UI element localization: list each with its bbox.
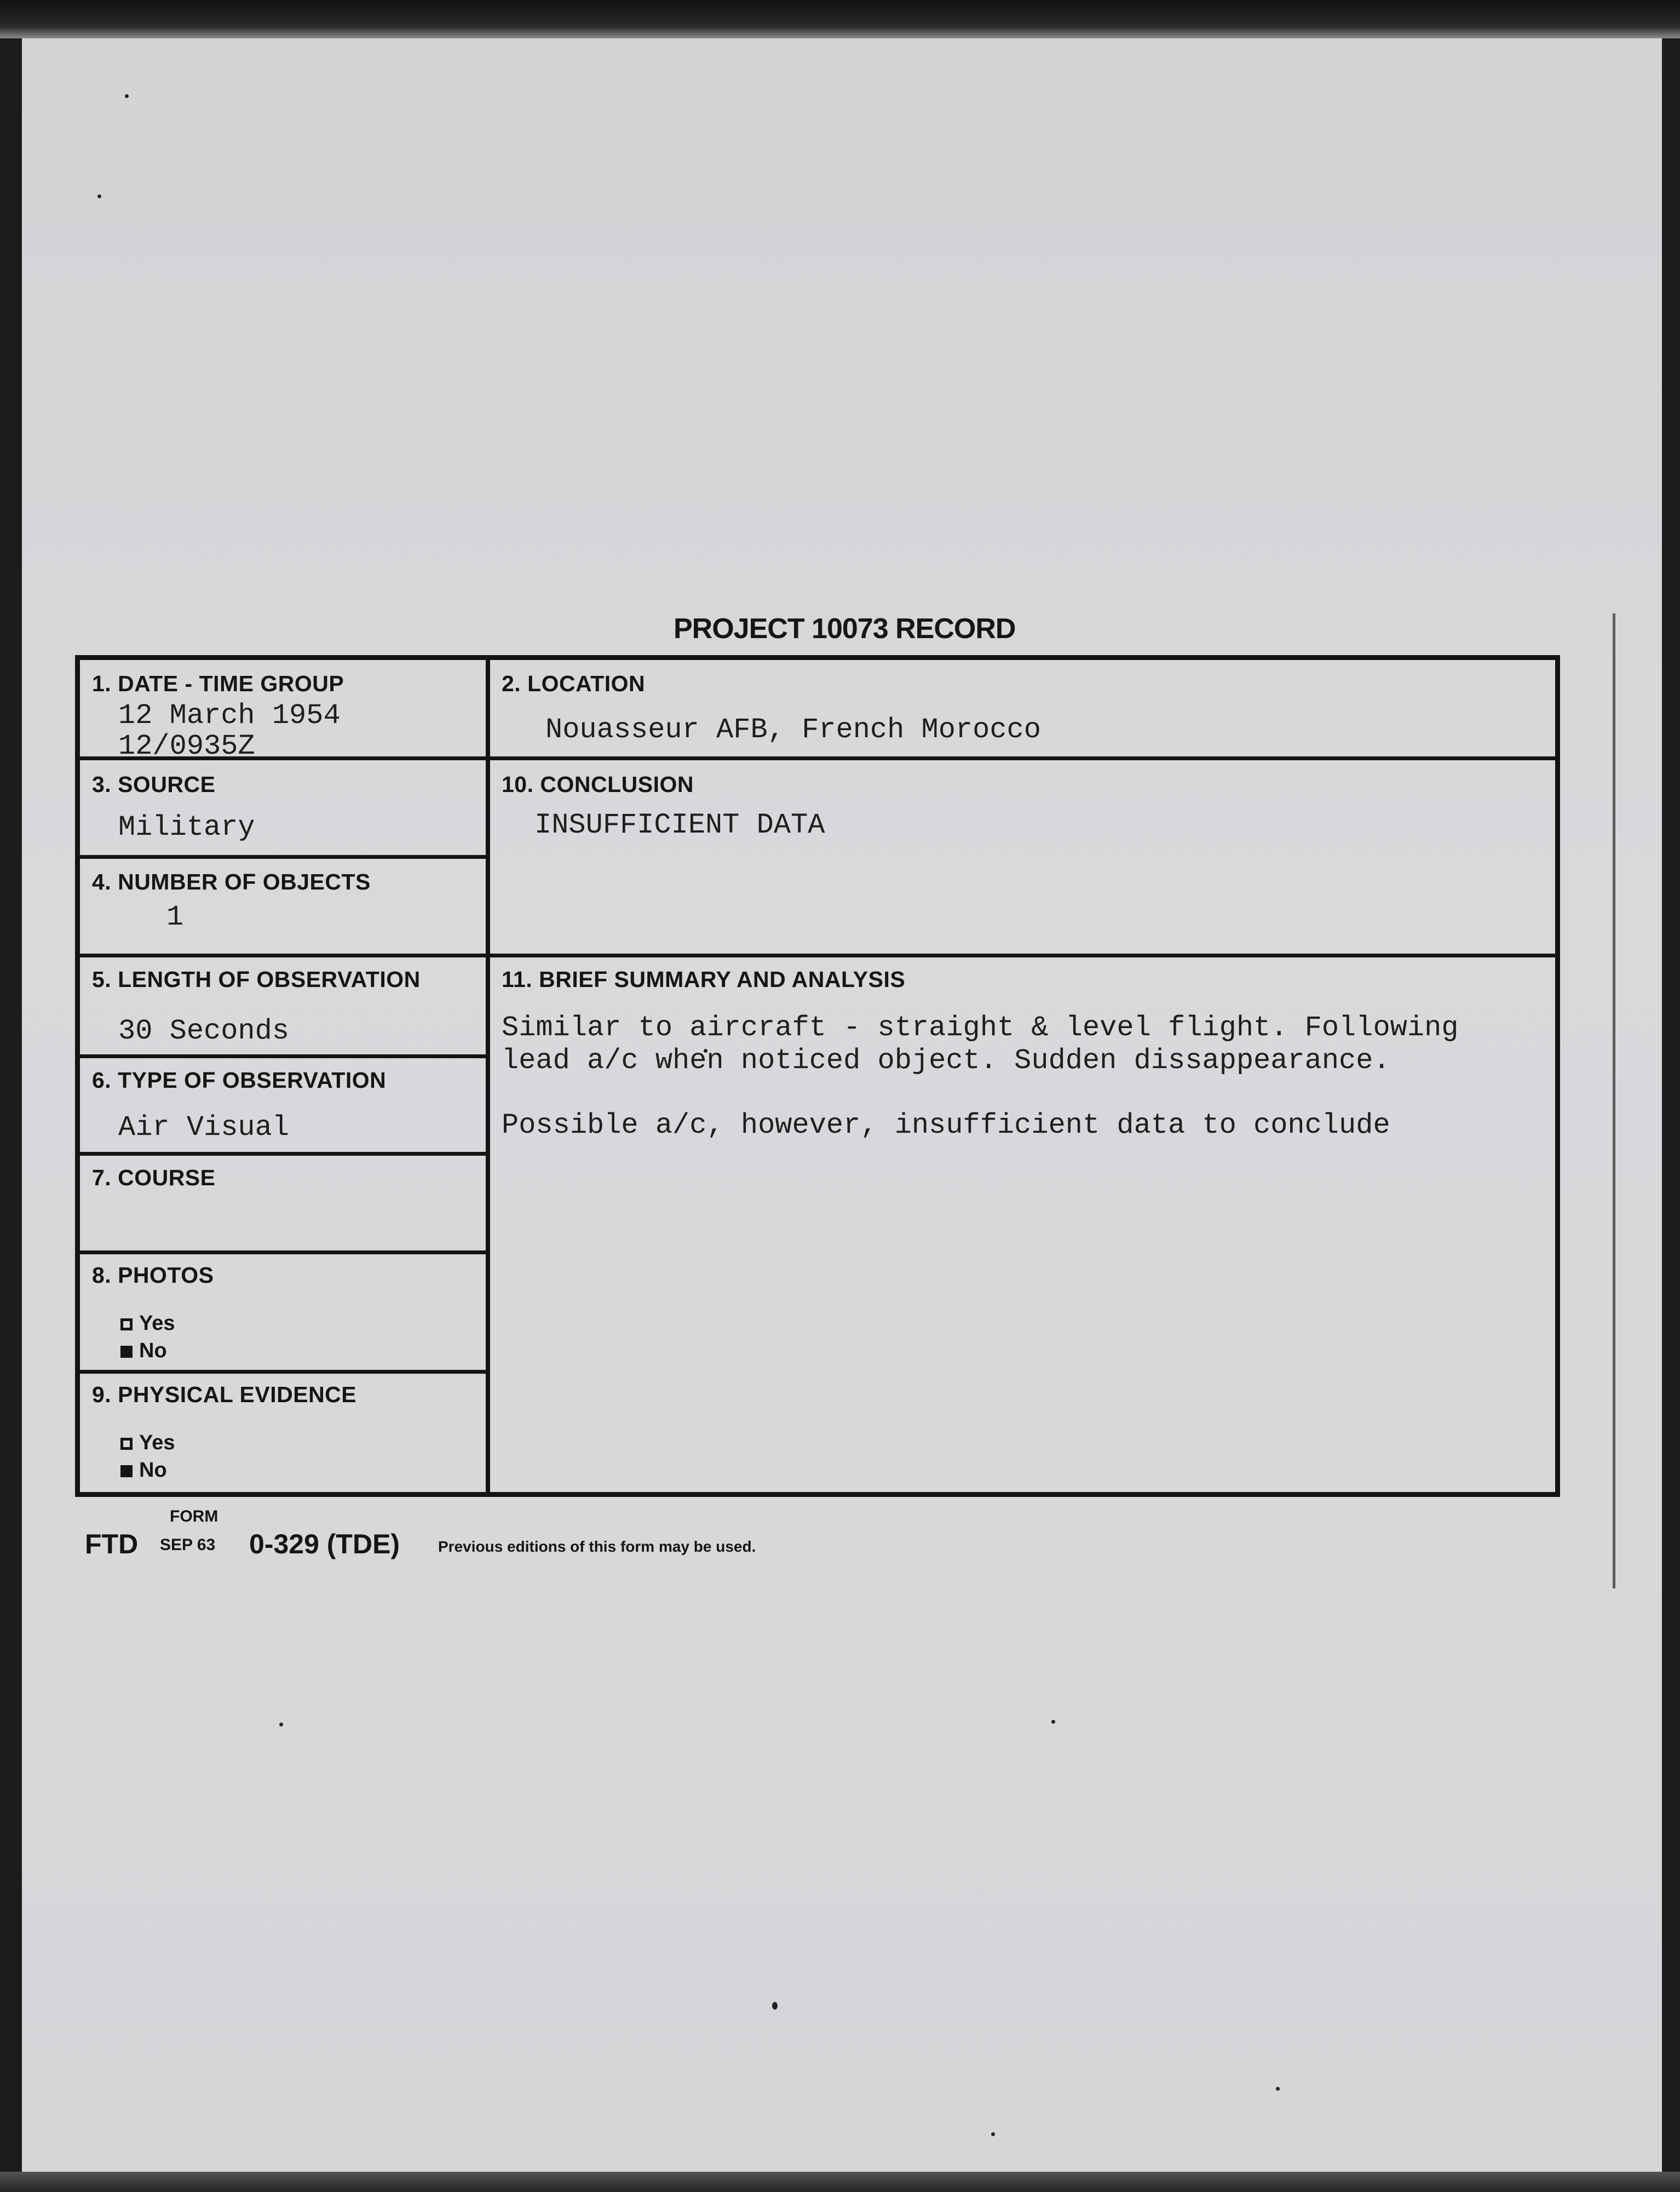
photos-no-option [120,1339,167,1363]
date-value: 12 March 1954 [118,699,341,732]
row-divider [80,954,1555,957]
row-divider [80,1370,488,1374]
physical-evidence-label: 9. PHYSICAL EVIDENCE [92,1382,357,1407]
type-of-observation-label: 6. TYPE OF OBSERVATION [92,1068,387,1093]
column-divider [486,660,490,1493]
physical-evidence-yes-label: Yes [139,1431,175,1454]
scan-top-edge [0,0,1680,38]
number-of-objects-label: 4. NUMBER OF OBJECTS [92,869,371,894]
row-divider [80,1250,488,1254]
type-of-observation-value: Air Visual [118,1111,290,1144]
date-time-label: 1. DATE - TIME GROUP [92,671,344,696]
course-label: 7. COURSE [92,1165,216,1190]
footer-ftd: FTD [85,1529,139,1559]
conclusion-label: 10. CONCLUSION [502,772,694,797]
length-of-observation-label: 5. LENGTH OF OBSERVATION [92,967,421,992]
record-form [75,655,1560,1497]
scan-speck [1051,1720,1055,1724]
row-divider [80,855,488,859]
footer-date-code: SEP 63 [160,1536,216,1554]
location-value: Nouasseur AFB, French Morocco [545,714,1041,746]
source-label: 3. SOURCE [92,772,216,797]
scan-speck [279,1723,283,1726]
scan-speck [97,194,101,198]
margin-rule [1613,613,1615,1588]
summary-line-1: Similar to aircraft - straight & level flight. Following [502,1012,1459,1044]
photos-yes-label: Yes [139,1312,175,1335]
footer-note: Previous editions of this form may be used. [438,1538,756,1555]
number-of-objects-value: 1 [166,901,184,933]
conclusion-value: INSUFFICIENT DATA [534,809,825,841]
length-of-observation-value: 30 Seconds [118,1015,290,1047]
photos-yes-option [120,1312,175,1335]
physical-evidence-no-label: No [139,1459,167,1482]
scan-speck [125,94,129,98]
scan-speck [772,2002,778,2010]
physical-evidence-no-option [120,1459,167,1482]
summary-label: 11. BRIEF SUMMARY AND ANALYSIS [502,967,906,992]
summary-line-2: lead a/c when noticed object. Sudden dissappearance. [502,1045,1390,1077]
row-divider [80,756,1555,760]
physical-evidence-no-checkbox [120,1465,133,1477]
footer-form-word: FORM [170,1507,218,1525]
summary-line-3: Possible a/c, however, insufficient data to conclude [502,1109,1390,1141]
footer-form-number: 0-329 (TDE) [249,1529,400,1559]
photos-no-checkbox [120,1346,133,1358]
row-divider [80,1152,488,1156]
time-group-value: 12/0935Z [118,730,255,755]
photos-yes-checkbox [120,1318,133,1330]
physical-evidence-yes-option [120,1431,175,1455]
form-title: PROJECT 10073 RECORD [674,613,1016,645]
scan-speck [1276,2087,1280,2091]
photos-label: 8. PHOTOS [92,1263,214,1288]
physical-evidence-yes-checkbox [120,1438,133,1450]
scan-speck [991,2132,995,2136]
location-label: 2. LOCATION [502,671,646,696]
photos-no-label: No [139,1339,167,1362]
row-divider [80,1054,488,1058]
scan-bottom-edge [0,2172,1680,2192]
source-value: Military [118,811,255,843]
